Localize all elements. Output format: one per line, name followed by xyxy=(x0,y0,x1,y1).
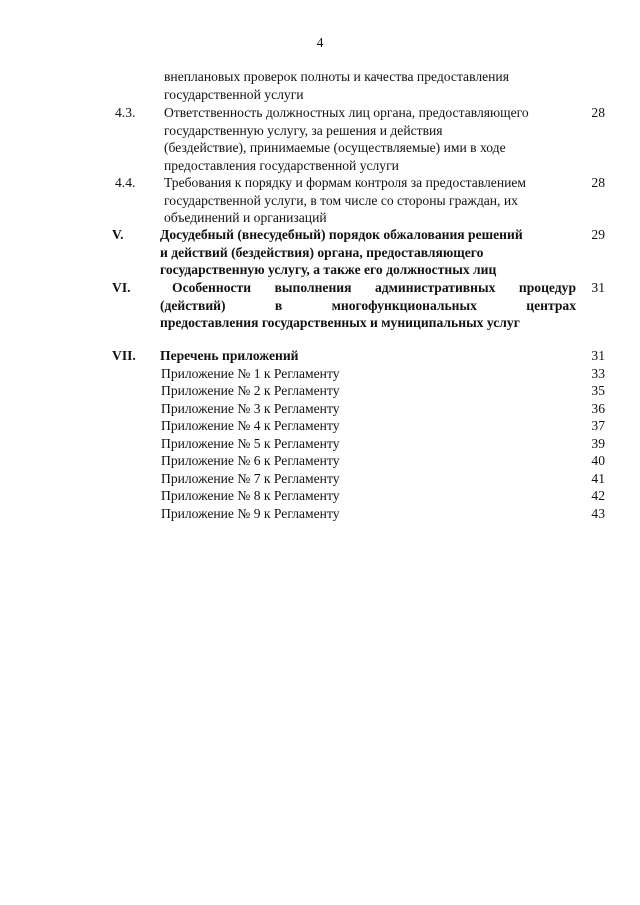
toc-line: предоставления государственных и муниципальных услуг xyxy=(160,315,520,330)
toc-entry-title xyxy=(160,226,576,279)
toc-appendix-8[interactable] xyxy=(0,487,640,505)
toc-page-number: 40 xyxy=(591,453,605,468)
toc-appendix-9[interactable] xyxy=(0,505,640,523)
toc-appendix-1[interactable] xyxy=(0,365,640,383)
toc-appendix-label: Приложение № 2 к Регламенту xyxy=(161,383,340,398)
toc-appendix-7[interactable] xyxy=(0,470,640,488)
toc-line: внеплановых проверок полноты и качества предоставления xyxy=(164,69,509,84)
toc-page-number: 41 xyxy=(591,470,605,486)
toc-line: (действий) в многофункциональных центрах xyxy=(160,297,576,313)
toc-appendix-label: Приложение № 3 к Регламенту xyxy=(161,400,340,416)
toc-line: Особенности выполнения административных процедур xyxy=(172,280,576,295)
toc-page-number: 28 xyxy=(591,175,605,190)
toc-entry-title xyxy=(164,104,576,174)
toc-line: (бездействие), принимаемые (осуществляемые) ими в ходе xyxy=(164,140,506,155)
toc-appendix-5[interactable] xyxy=(0,435,640,453)
toc-entry-number: 4.4. xyxy=(115,175,136,190)
toc-entry-title xyxy=(160,347,576,365)
toc-page-number: 35 xyxy=(591,383,605,398)
toc-line: объединений и организаций xyxy=(164,210,327,225)
toc-line: Ответственность должностных лиц органа, предоставляющего xyxy=(164,105,529,120)
toc-appendix-label: Приложение № 8 к Регламенту xyxy=(161,488,340,503)
toc-appendix-label: Приложение № 9 к Регламенту xyxy=(161,505,340,521)
toc-page-number: 29 xyxy=(591,227,605,242)
toc-appendix-4[interactable] xyxy=(0,417,640,435)
toc-page-number: 31 xyxy=(591,280,605,295)
toc-entry-number: V. xyxy=(112,227,124,242)
toc-page-number: 39 xyxy=(591,435,605,451)
toc-line: государственной услуги xyxy=(164,86,304,102)
toc-line: государственной услуги, в том числе со стороны граждан, их xyxy=(164,192,518,208)
page-number: 4 xyxy=(316,35,324,50)
toc-appendix-label: Приложение № 5 к Регламенту xyxy=(161,435,340,451)
toc-page-number: 33 xyxy=(591,365,605,381)
toc-page-number: 28 xyxy=(591,105,605,120)
toc-page-number: 43 xyxy=(591,505,605,521)
toc-page-number: 36 xyxy=(591,400,605,416)
toc-appendix-6[interactable] xyxy=(0,452,640,470)
toc-entry-number: 4.3. xyxy=(115,105,136,120)
toc-entry-title xyxy=(164,68,576,103)
toc-page-number: 31 xyxy=(591,348,605,363)
toc-appendix-label: Приложение № 6 к Регламенту xyxy=(161,453,340,468)
toc-line: Перечень приложений xyxy=(160,348,299,363)
toc-entry-number: VI. xyxy=(112,280,131,295)
toc-appendix-3[interactable] xyxy=(0,400,640,418)
toc-line: предоставления государственной услуги xyxy=(164,157,399,173)
toc-line: Требования к порядку и формам контроля за предоставлением xyxy=(164,175,526,190)
toc-entry-title xyxy=(164,174,576,227)
toc-appendix-label: Приложение № 4 к Регламенту xyxy=(161,418,340,433)
toc-entry-title xyxy=(160,279,576,332)
toc-line: государственную услугу, за решения и действия xyxy=(164,122,443,138)
toc-appendix-label: Приложение № 7 к Регламенту xyxy=(161,470,340,486)
toc-entry-number: VII. xyxy=(112,348,136,363)
toc-page-number: 37 xyxy=(591,418,605,433)
toc-page-number: 42 xyxy=(591,488,605,503)
toc-line: государственную услугу, а также его должностных лиц xyxy=(160,262,497,277)
toc-line: Досудебный (внесудебный) порядок обжалования решений xyxy=(160,227,523,242)
toc-appendix-label: Приложение № 1 к Регламенту xyxy=(161,365,340,381)
toc-line: и действий (бездействия) органа, предоставляющего xyxy=(160,244,484,260)
toc-appendix-2[interactable] xyxy=(0,382,640,400)
